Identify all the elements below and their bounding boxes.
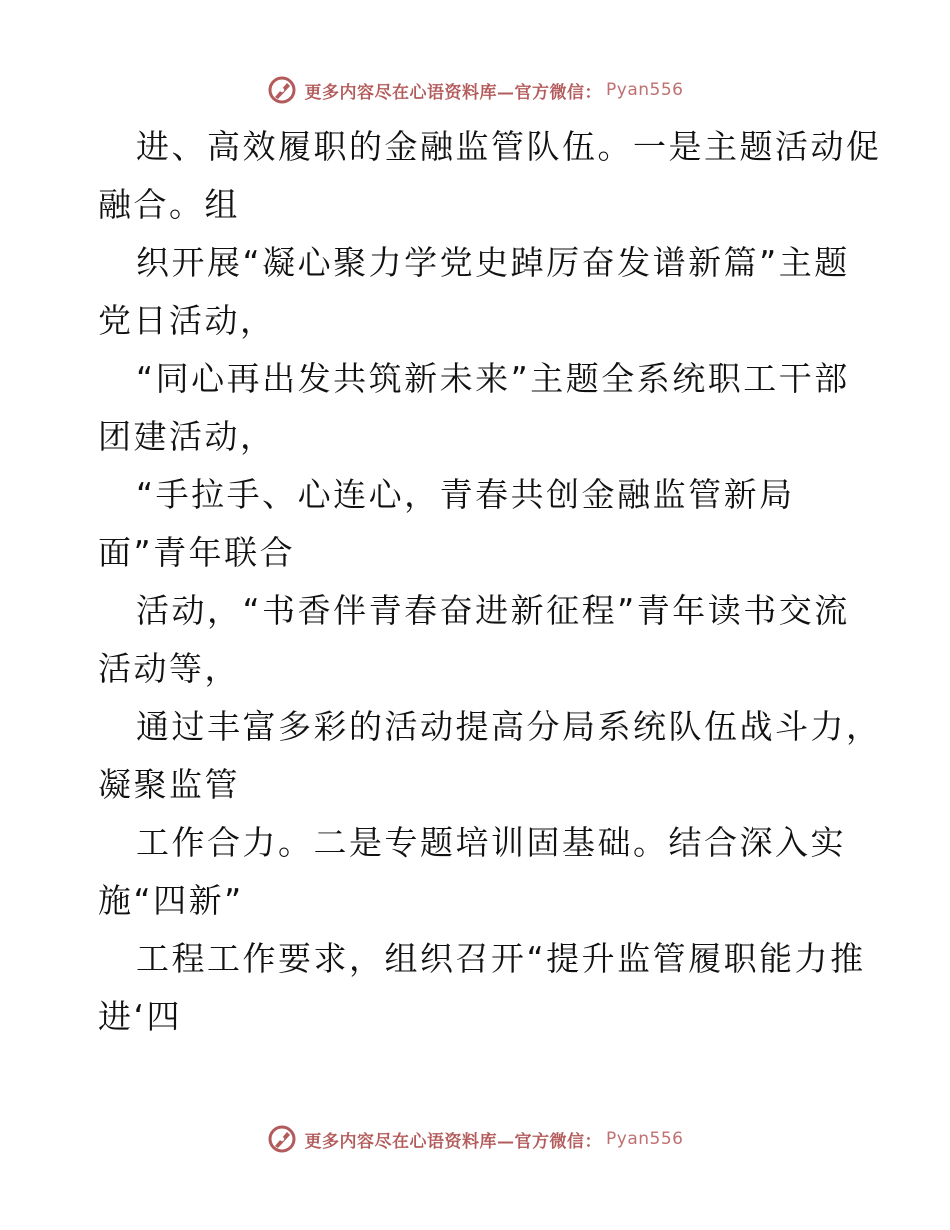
- footer-watermark: [0, 1119, 950, 1159]
- text-line: 活动，“书香伴青春奋进新征程”青年读书交流: [136, 591, 850, 630]
- pen-nib-circle-icon: [267, 75, 297, 105]
- watermark-id: Pyan556: [606, 80, 684, 100]
- body-text: [98, 118, 882, 1046]
- text-line: 党日活动，: [98, 301, 276, 340]
- text-line: 凝聚监管: [98, 765, 240, 804]
- text-line: 团建活动，: [98, 417, 276, 456]
- text-line: 进、高效履职的金融监管队伍。一是主题活动促: [136, 127, 882, 166]
- watermark-id: Pyan556: [606, 1129, 684, 1149]
- text-line: 织开展“凝心聚力学党史踔厉奋发谱新篇”主题: [136, 243, 850, 282]
- text-line: 通过丰富多彩的活动提高分局系统队伍战斗力，: [136, 707, 882, 746]
- text-line: “手拉手、心连心，青春共创金融监管新局: [136, 475, 795, 514]
- text-line: 工程工作要求，组织召开“提升监管履职能力推: [136, 939, 866, 978]
- text-line: 面”青年联合: [98, 533, 296, 572]
- text-line: 活动等，: [98, 649, 240, 688]
- watermark-text: 更多内容尽在心语资料库—官方微信：: [304, 82, 603, 103]
- text-line: “同心再出发共筑新未来”主题全系统职工干部: [136, 359, 850, 398]
- watermark-text: 更多内容尽在心语资料库—官方微信：: [304, 1131, 603, 1152]
- text-line: 施“四新”: [98, 881, 244, 920]
- text-line: 融合。组: [98, 185, 240, 224]
- text-line: 工作合力。二是专题培训固基础。结合深入实: [136, 823, 846, 862]
- header-watermark: [0, 70, 950, 110]
- text-line: 进‘四: [98, 997, 182, 1036]
- pen-nib-circle-icon: [267, 1124, 297, 1154]
